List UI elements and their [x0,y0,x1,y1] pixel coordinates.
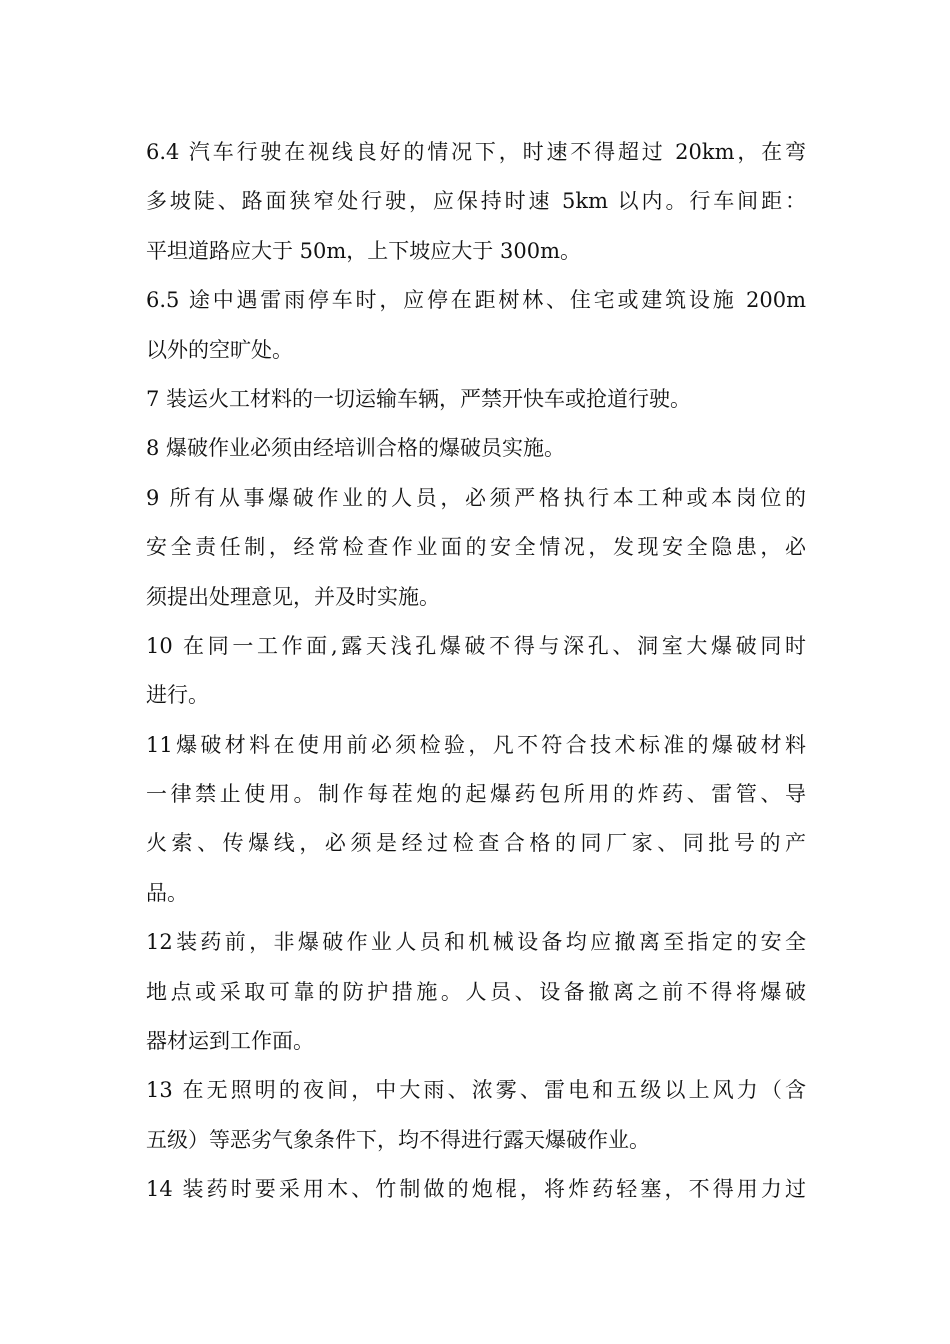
paragraph-8-line-1: 12装药前，非爆破作业人员和机械设备均应撤离至指定的安全 [146,930,806,955]
paragraph-5-line-2: 安全责任制，经常检查作业面的安全情况，发现安全隐患，必 [146,535,806,560]
paragraph-3-line-1: 7 装运火工材料的一切运输车辆，严禁开快车或抢道行驶。 [146,386,692,411]
paragraph-6-line-1: 10 在同一工作面,露天浅孔爆破不得与深孔、洞室大爆破同时 [146,633,806,658]
paragraph-1-line-3: 平坦道路应大于 50m，上下坡应大于 300m。 [146,238,581,263]
paragraph-8-line-3: 器材运到工作面。 [146,1029,314,1054]
paragraph-7-line-1: 11爆破材料在使用前必须检验，凡不符合技术标准的爆破材料 [146,732,806,757]
paragraph-5-line-3: 须提出处理意见，并及时实施。 [146,584,440,609]
paragraph-7-line-2: 一律禁止使用。制作每茬炮的起爆药包所用的炸药、雷管、导 [146,782,806,807]
paragraph-1-line-2: 多坡陡、路面狭窄处行驶，应保持时速 5km 以内。行车间距： [146,189,806,214]
paragraph-2-line-2: 以外的空旷处。 [146,337,293,362]
paragraph-9-line-1: 13 在无照明的夜间，中大雨、浓雾、雷电和五级以上风力（含 [146,1078,806,1103]
paragraph-4-line-1: 8 爆破作业必须由经培训合格的爆破员实施。 [146,436,566,461]
paragraph-7-line-3: 火索、传爆线，必须是经过检查合格的同厂家、同批号的产 [146,831,806,856]
paragraph-5-line-1: 9 所有从事爆破作业的人员，必须严格执行本工种或本岗位的 [146,485,806,510]
document-body [146,128,806,1215]
paragraph-8-line-2: 地点或采取可靠的防护措施。人员、设备撤离之前不得将爆破 [146,979,806,1004]
paragraph-2-line-1: 6.5 途中遇雷雨停车时，应停在距树林、住宅或建筑设施 200m [146,288,806,313]
paragraph-7-line-4: 品。 [146,880,188,905]
paragraph-6-line-2: 进行。 [146,683,209,708]
paragraph-10-line-1: 14 装药时要采用木、竹制做的炮棍，将炸药轻塞，不得用力过 [146,1177,806,1202]
paragraph-9-line-2: 五级）等恶劣气象条件下，均不得进行露天爆破作业。 [146,1127,650,1152]
paragraph-1-line-1: 6.4 汽车行驶在视线良好的情况下，时速不得超过 20km，在弯 [146,140,806,164]
